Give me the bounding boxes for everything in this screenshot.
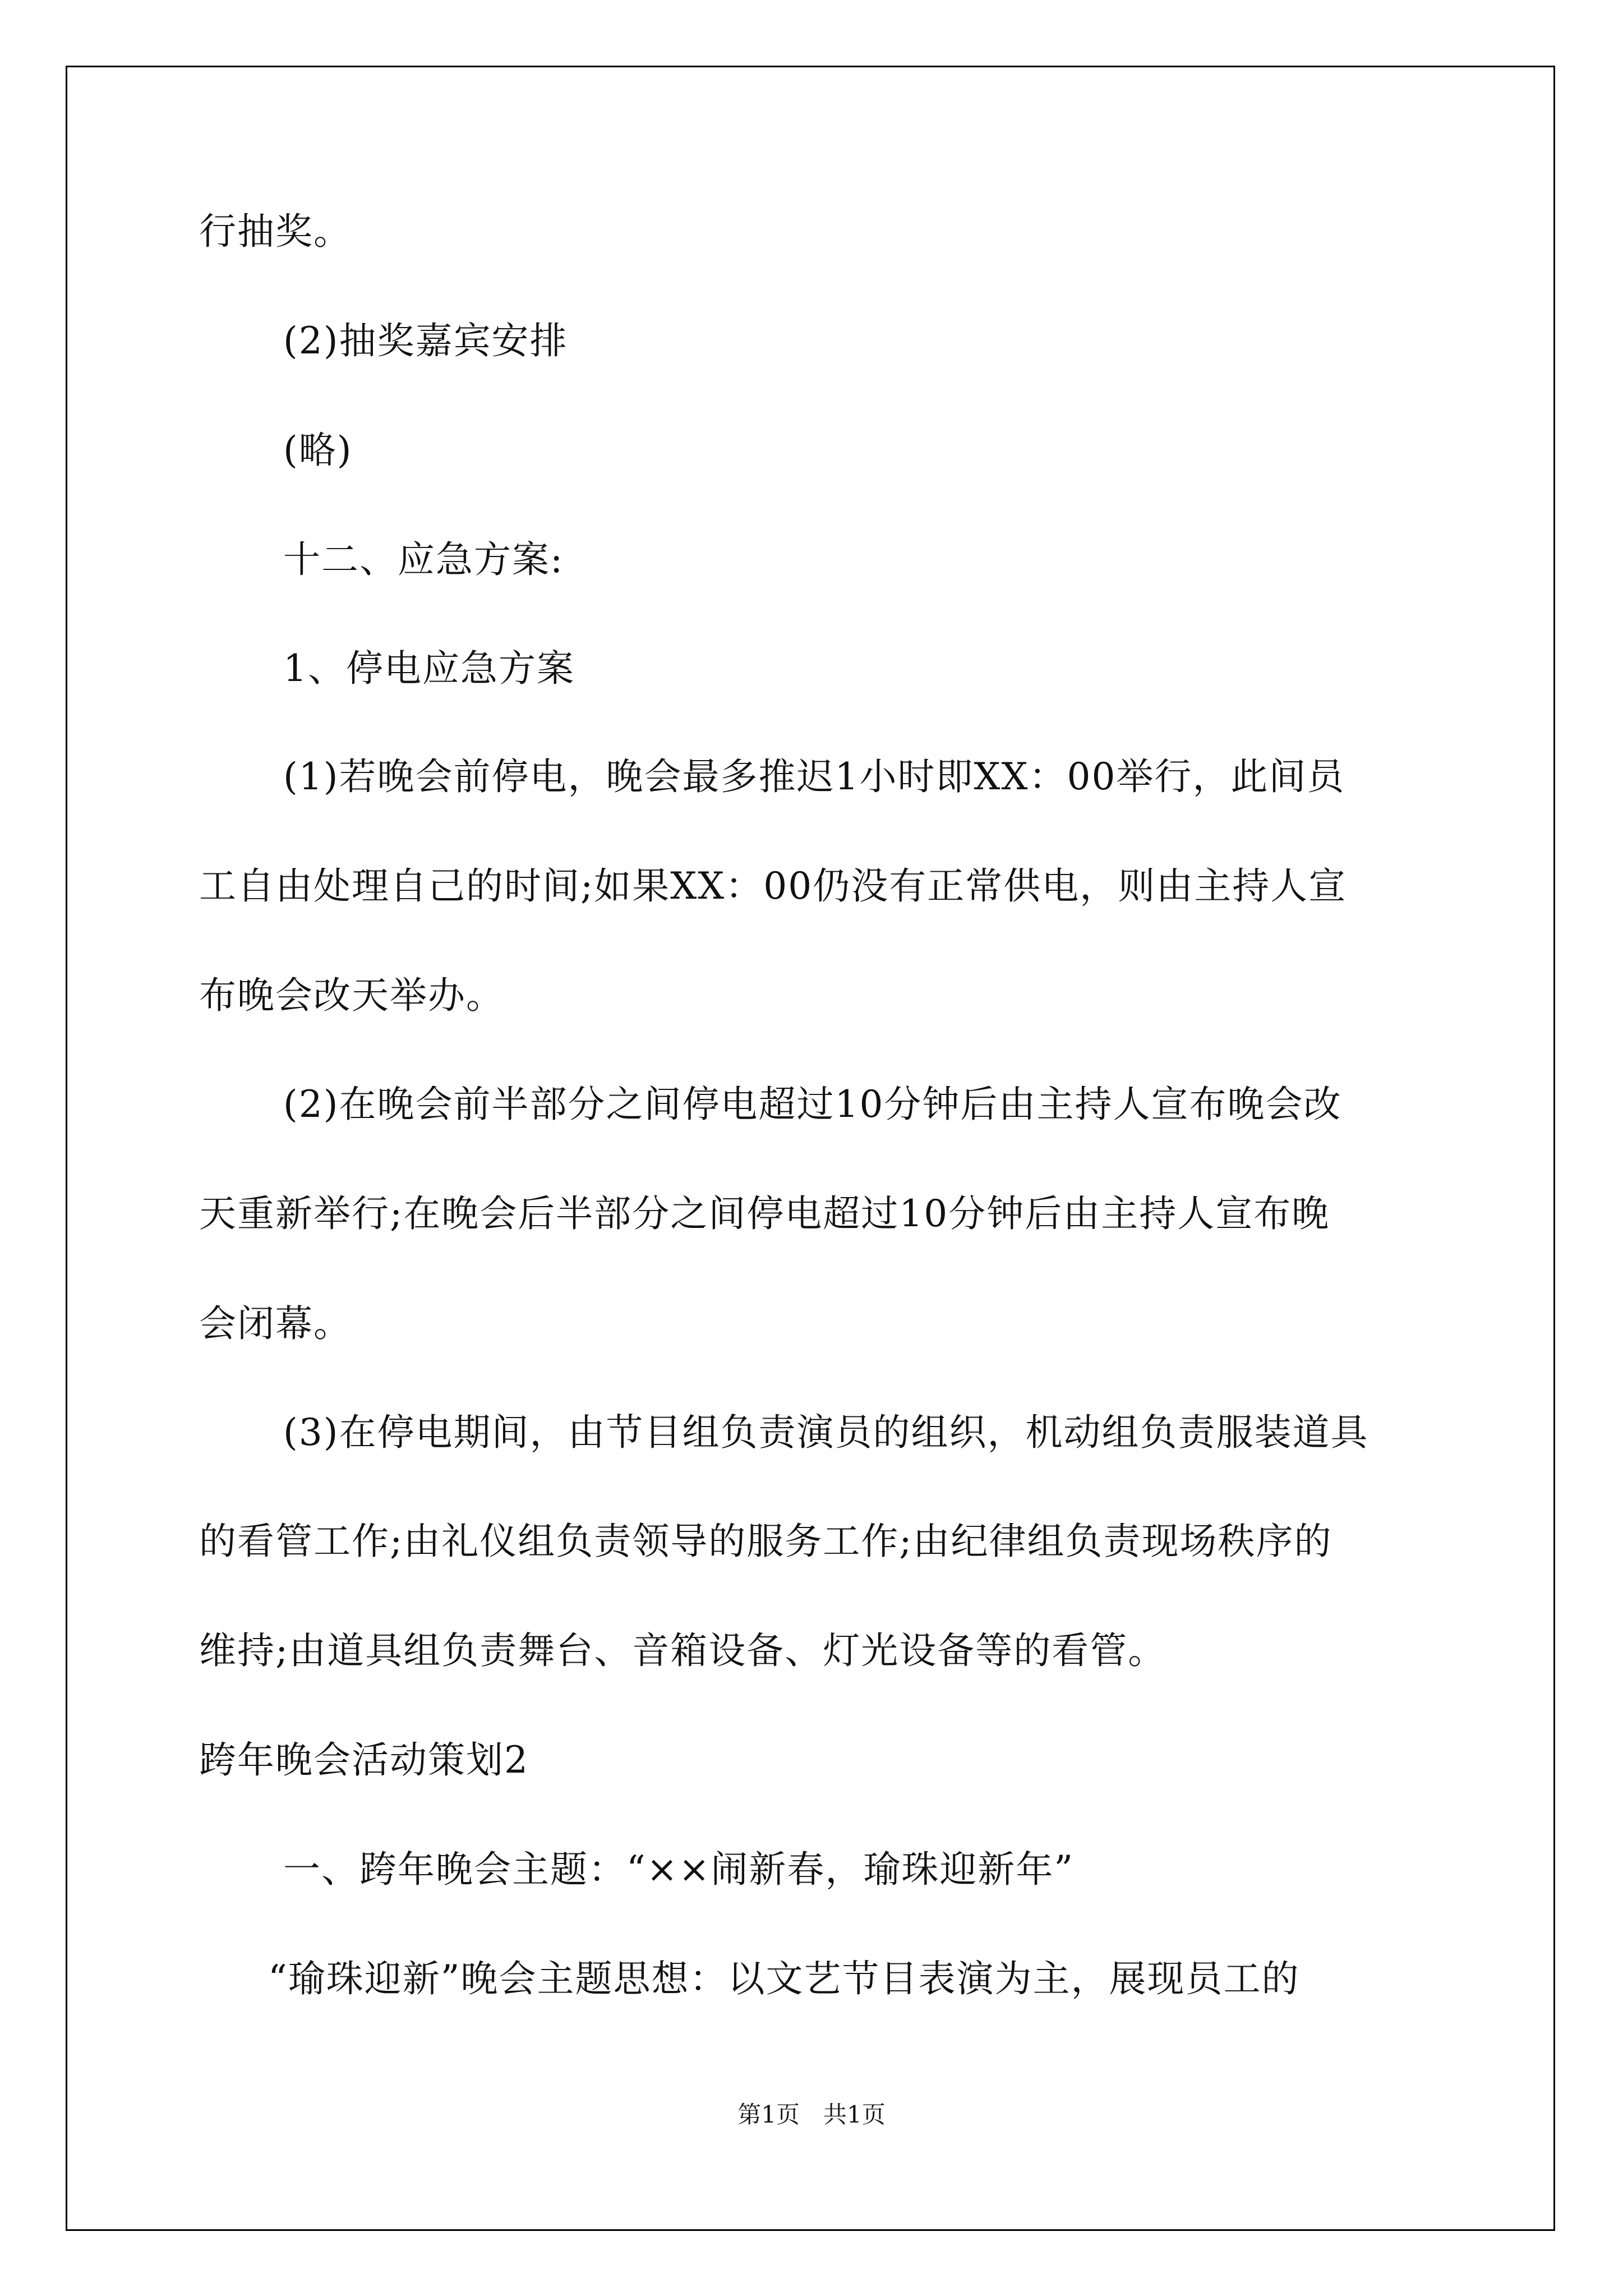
body-line: (3)在停电期间，由节目组负责演员的组织，机动组负责服装道具 (283, 1411, 1369, 1454)
body-line: (2)抽奖嘉宾安排 (283, 319, 568, 362)
page-number: 第1页 共1页 (737, 2101, 886, 2128)
body-line: (2)在晚会前半部分之间停电超过10分钟后由主持人宣布晚会改 (283, 1083, 1342, 1126)
body-line: 工自由处理自己的时间;如果XX：00仍没有正常供电，则由主持人宣 (199, 864, 1347, 908)
section-heading: 十二、应急方案: (283, 538, 564, 581)
body-line: 行抽奖。 (199, 210, 352, 253)
body-line: 会闭幕。 (199, 1302, 352, 1345)
body-line: “瑜珠迎新”晚会主题思想：以文艺节目表演为主，展现员工的 (268, 1957, 1300, 2000)
body-line: 布晚会改天举办。 (199, 974, 504, 1017)
section-heading: 一、跨年晚会主题：“××闹新春，瑜珠迎新年” (283, 1848, 1075, 1891)
body-line: (1)若晚会前停电，晚会最多推迟1小时即XX：00举行，此间员 (283, 755, 1345, 798)
page-border (66, 66, 1555, 2231)
document-title: 跨年晚会活动策划2 (199, 1738, 529, 1782)
subsection-heading: 1、停电应急方案 (283, 647, 575, 690)
body-line: 维持;由道具组负责舞台、音箱设备、灯光设备等的看管。 (199, 1629, 1166, 1672)
body-line: 天重新举行;在晚会后半部分之间停电超过10分钟后由主持人宣布晚 (199, 1192, 1330, 1235)
body-line: 的看管工作;由礼仪组负责领导的服务工作;由纪律组负责现场秩序的 (199, 1520, 1332, 1563)
body-line: (略) (283, 429, 353, 472)
